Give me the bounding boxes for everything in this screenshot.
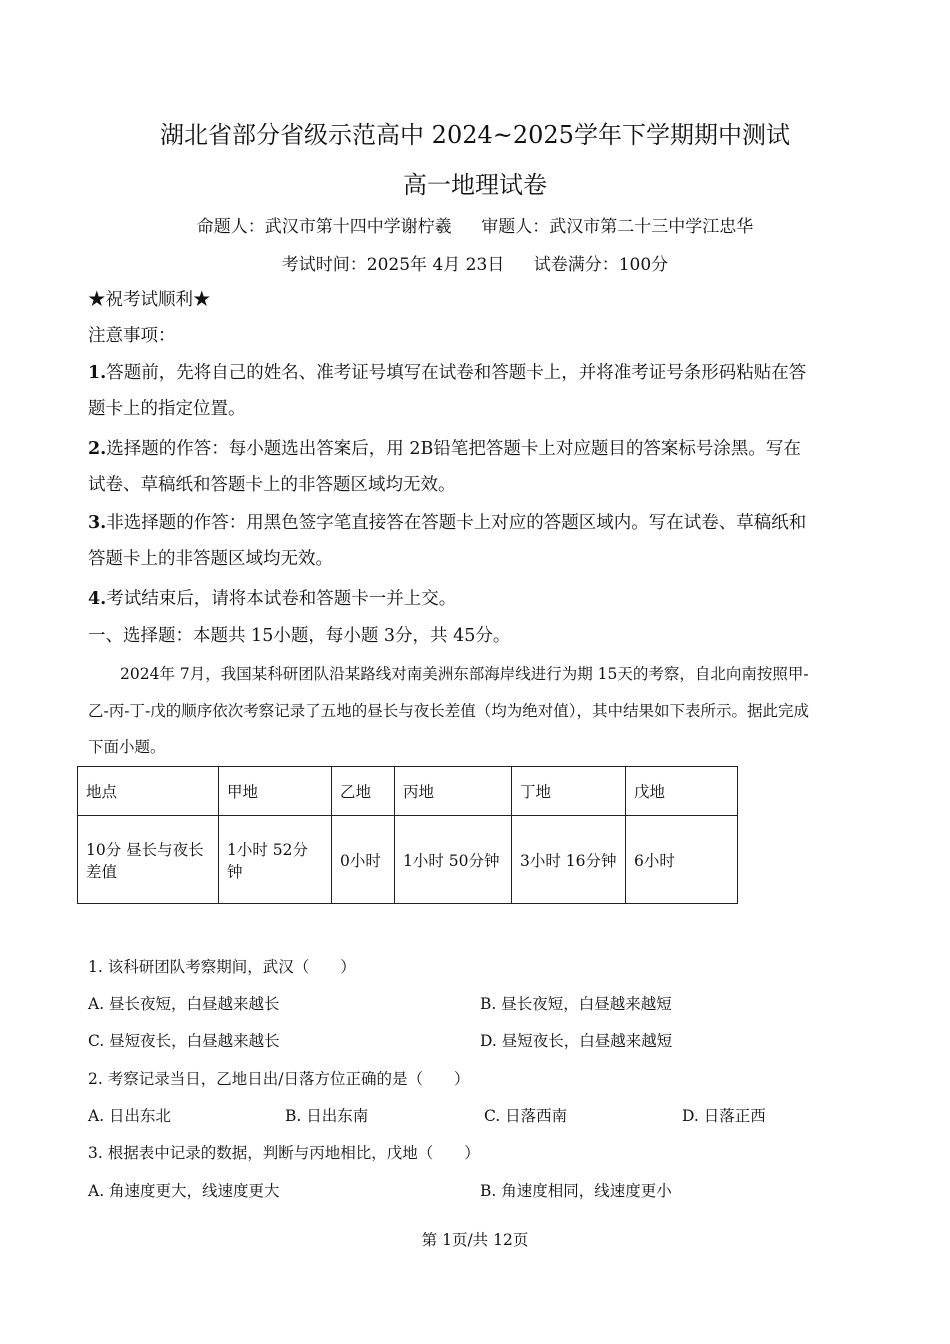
table-header-cell: 地点	[78, 767, 219, 816]
passage-line-3: 下面小题。	[88, 738, 166, 756]
daylength-table	[77, 766, 738, 904]
table-header-cell: 甲地	[219, 767, 332, 816]
table-row-label: 10分 昼长与夜长差值	[78, 816, 219, 904]
note-2	[88, 431, 878, 467]
note-3	[88, 505, 878, 541]
option-b: B. 角速度相同，线速度更小	[480, 1182, 672, 1200]
exam-subtitle: 高一地理试卷	[403, 171, 547, 199]
note-number: 3.	[88, 513, 107, 533]
note-text: 非选择题的作答：用黑色签字笔直接答在答题卡上对应的答题区域内。写在试卷、草稿纸和	[106, 513, 807, 533]
table-cell: 1小时 50分钟	[395, 816, 512, 904]
note-3-cont: 答题卡上的非答题区域均无效。	[88, 549, 333, 569]
note-text: 选择题的作答：每小题选出答案后，用 2B铅笔把答题卡上对应题目的答案标号涂黑。写在	[106, 439, 801, 459]
greeting: ★祝考试顺利★	[88, 290, 211, 310]
table-header-cell: 乙地	[332, 767, 395, 816]
note-1-cont: 题卡上的指定位置。	[88, 399, 246, 419]
table-cell: 6小时	[626, 816, 738, 904]
option-d: D. 昼短夜长，白昼越来越短	[480, 1032, 673, 1050]
exam-time: 考试时间：2025年 4月 23日	[281, 255, 505, 275]
note-number: 4.	[88, 589, 107, 609]
table-cell: 3小时 16分钟	[512, 816, 626, 904]
table-header-cell: 丁地	[512, 767, 626, 816]
note-4	[88, 581, 878, 617]
note-2-cont: 试卷、草稿纸和答题卡上的非答题区域均无效。	[88, 475, 456, 495]
note-text: 考试结束后，请将本试卷和答题卡一并上交。	[106, 589, 457, 609]
option-a: A. 角速度更大，线速度更大	[88, 1182, 280, 1200]
table-cell: 0小时	[332, 816, 395, 904]
passage-line-2: 乙-丙-丁-戊的顺序依次考察记录了五地的昼长与夜长差值（均为绝对值），其中结果如下表所示。据此完成	[88, 702, 809, 720]
question-2-stem: 2. 考察记录当日，乙地日出/日落方位正确的是（ ）	[88, 1070, 470, 1088]
exam-title: 湖北省部分省级示范高中 2024~2025学年下学期期中测试	[160, 121, 790, 149]
option-b: B. 昼长夜短，白昼越来越短	[480, 995, 672, 1013]
reviewer: 审题人：武汉市第二十三中学江忠华	[481, 217, 754, 237]
question-3-stem: 3. 根据表中记录的数据，判断与丙地相比，戊地（ ）	[88, 1144, 480, 1162]
full-score: 试卷满分：100分	[533, 255, 669, 275]
notes-title: 注意事项：	[88, 326, 176, 346]
table-header-cell: 戊地	[626, 767, 738, 816]
page-footer: 第 1页/共 12页	[421, 1231, 529, 1249]
note-number: 2.	[88, 439, 107, 459]
table-row	[78, 816, 738, 904]
author: 命题人：武汉市第十四中学谢柠羲	[196, 217, 452, 237]
option-a: A. 日出东北	[88, 1107, 172, 1125]
note-1	[88, 355, 878, 391]
author-line	[0, 212, 950, 237]
question-1-stem: 1. 该科研团队考察期间，武汉（ ）	[88, 958, 356, 976]
table-header-cell: 丙地	[395, 767, 512, 816]
exam-info-line	[0, 250, 950, 275]
section-heading: 一、选择题：本题共 15小题，每小题 3分，共 45分。	[88, 626, 511, 646]
option-c: C. 日落西南	[484, 1107, 568, 1125]
option-c: C. 昼短夜长，白昼越来越长	[88, 1032, 280, 1050]
option-b: B. 日出东南	[285, 1107, 369, 1125]
table-cell: 1小时 52分钟	[219, 816, 332, 904]
option-a: A. 昼长夜短，白昼越来越长	[88, 995, 280, 1013]
table-header-row	[78, 767, 738, 816]
option-d: D. 日落正西	[682, 1107, 766, 1125]
passage-line-1: 2024年 7月，我国某科研团队沿某路线对南美洲东部海岸线进行为期 15天的考察，自北向南按照甲-	[120, 665, 809, 683]
note-number: 1.	[88, 363, 107, 383]
note-text: 答题前，先将自己的姓名、准考证号填写在试卷和答题卡上，并将准考证号条形码粘贴在答	[106, 363, 807, 383]
